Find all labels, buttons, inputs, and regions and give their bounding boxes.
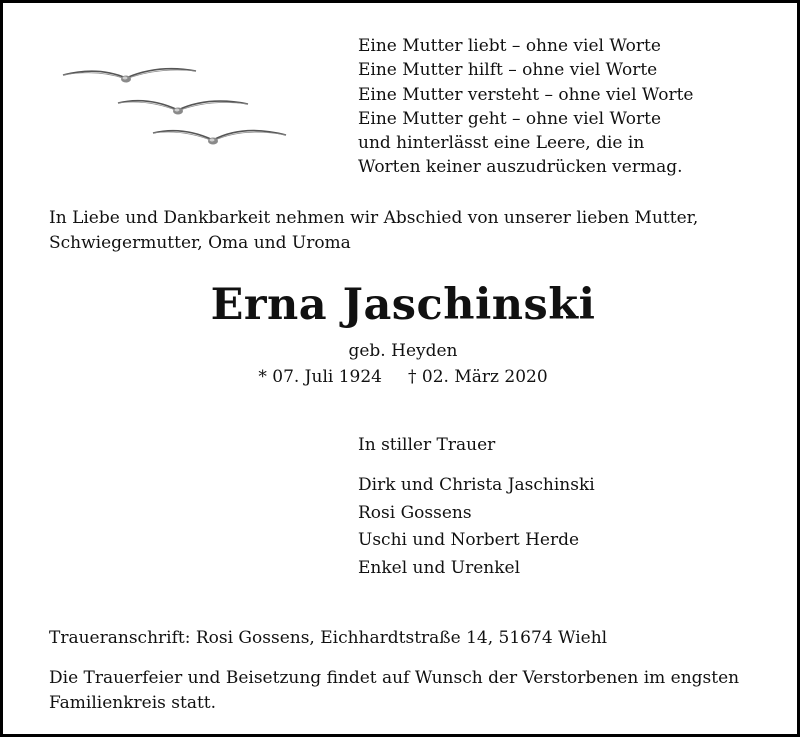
funeral-line: Die Trauerfeier und Beisetzung findet auf Wunsch der Verstorbenen im engsten [49,668,740,688]
mourner-name: Rosi Gossens [358,502,472,523]
flying-birds-icon [58,58,298,153]
farewell-line: In Liebe und Dankbarkeit nehmen wir Abschied von unserer lieben Mutter, [49,208,699,228]
birth-date: * 07. Juli 1924 [258,367,382,387]
mourner-name: Enkel und Urenkel [358,557,521,578]
life-dates [3,365,800,389]
farewell-text [49,206,769,255]
bird-icon [63,69,196,83]
bird-icon [118,101,248,115]
deceased-name: Erna Jaschinski [210,280,596,330]
mourning-intro: In stiller Trauer [358,435,496,455]
poem-line: Worten keiner auszudrücken vermag. [358,157,683,178]
poem-line: Eine Mutter liebt – ohne viel Worte [358,36,661,56]
birth-name: geb. Heyden [348,341,458,361]
farewell-line: Schwiegermutter, Oma und Uroma [49,232,351,253]
mourner-name: Dirk und Christa Jaschinski [358,475,595,495]
poem-line: und hinterlässt eine Leere, die in [358,133,645,154]
death-date: † 02. März 2020 [408,367,548,387]
funeral-notice [49,666,749,715]
mourner-name: Uschi und Norbert Herde [358,530,580,550]
funeral-line: Familienkreis statt. [49,692,217,713]
mourners-list [358,472,595,582]
bird-icon [153,131,286,145]
poem-line: Eine Mutter versteht – ohne viel Worte [358,84,694,105]
poem [358,34,693,180]
poem-line: Eine Mutter hilft – ohne viel Worte [358,60,658,81]
mourning-address: Traueranschrift: Rosi Gossens, Eichhardtstraße 14, 51674 Wiehl [49,628,608,648]
poem-line: Eine Mutter geht – ohne viel Worte [358,108,662,129]
